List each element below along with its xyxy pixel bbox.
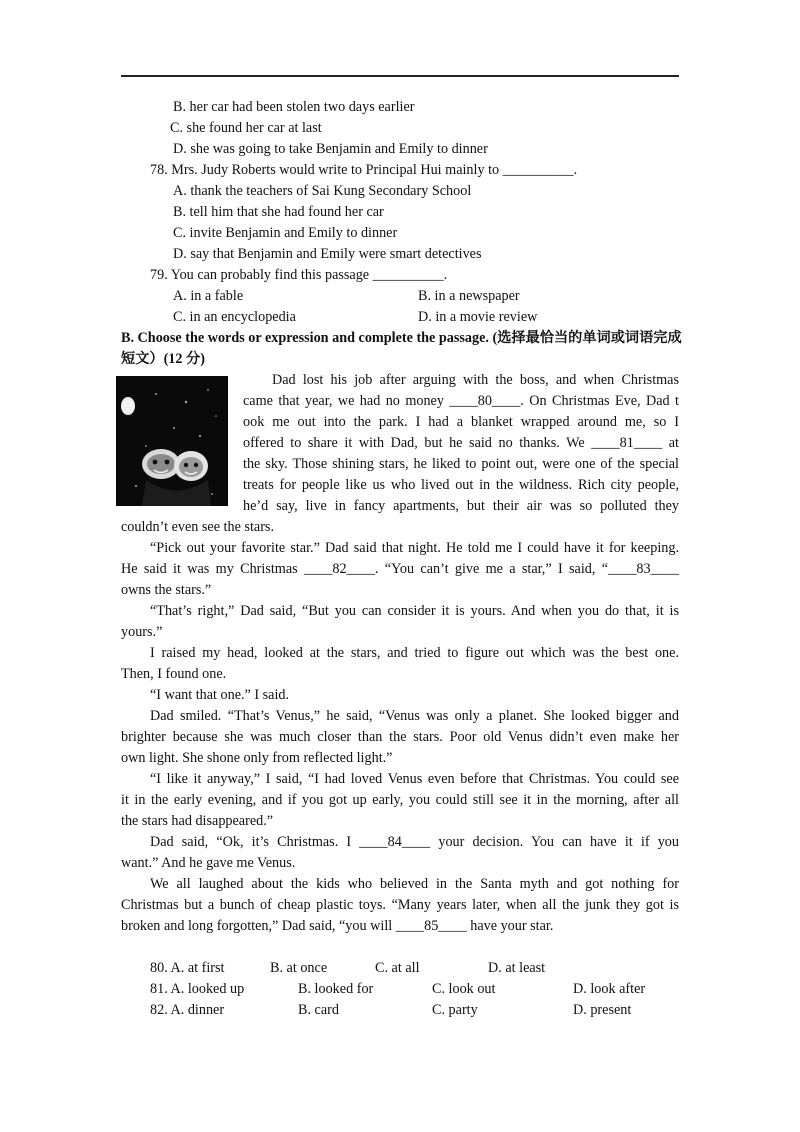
passage-photo — [116, 376, 228, 506]
passage-line-18: brighter because she was much closer than the stars. Poor old Venus didn’t even make her — [121, 729, 679, 745]
passage-line-4: offered to share it with Dad, but he said no thanks. We ____81____ at — [243, 435, 679, 451]
q78-option-c: C. invite Benjamin and Emily to dinner — [173, 225, 398, 241]
q77-option-b: B. her car had been stolen two days earlier — [173, 99, 415, 115]
q79-option-b: B. in a newspaper — [418, 288, 520, 304]
q80-option-d: D. at least — [488, 960, 546, 976]
passage-line-20: “I like it anyway,” I said, “I had loved Venus even before that Christmas. You could see — [150, 771, 679, 787]
passage-line-24: want.” And he gave me Venus. — [121, 855, 296, 871]
passage-line-7: he’d say, live in fancy apartments, but their air was so polluted they — [243, 498, 679, 514]
q80-option-b: B. at once — [270, 960, 328, 976]
passage-line-22: the stars had disappeared.” — [121, 813, 274, 829]
q80-option-a: 80. A. at first — [150, 960, 225, 976]
q82-option-a: 82. A. dinner — [150, 1002, 225, 1018]
passage-line-21: it in the early evening, and if you got up early, you could still see it in the morning, after all — [121, 792, 679, 808]
q79-option-c: C. in an encyclopedia — [173, 309, 296, 325]
q79-option-a: A. in a fable — [173, 288, 244, 304]
passage-line-27: broken and long forgotten,” Dad said, “you will ____85____ have your star. — [121, 918, 554, 934]
q81-option-b: B. looked for — [298, 981, 374, 997]
q81-option-a: 81. A. looked up — [150, 981, 245, 997]
q80-option-c: C. at all — [375, 960, 420, 976]
passage-line-12: “That’s right,” Dad said, “But you can consider it is yours. And when you do that, it is — [150, 603, 679, 619]
q81-option-c: C. look out — [432, 981, 496, 997]
passage-line-11: owns the stars.” — [121, 582, 212, 598]
passage-line-6: treats for people like us who lived out in the wildness. Rich city people, — [243, 477, 679, 493]
passage-line-14: I raised my head, looked at the stars, and tried to figure out which was the best one. — [150, 645, 679, 661]
passage-line-26: Christmas but a bunch of cheap plastic toys. “Many years later, when all the junk they got is — [121, 897, 679, 913]
q82-option-b: B. card — [298, 1002, 339, 1018]
q78-stem: 78. Mrs. Judy Roberts would write to Principal Hui mainly to __________. — [150, 162, 578, 178]
passage-line-5: the sky. Those shining stars, he liked to point out, were one of the special — [243, 456, 679, 472]
passage-line-3: ook me out into the park. I had a blanket wrapped around me, so I — [243, 414, 679, 430]
q79-option-d: D. in a movie review — [418, 309, 538, 325]
passage-line-2: came that year, we had no money ____80____. On Christmas Eve, Dad t — [243, 393, 679, 409]
q77-option-d: D. she was going to take Benjamin and Emily to dinner — [173, 141, 488, 157]
passage-line-23: Dad said, “Ok, it’s Christmas. I ____84____ your decision. You can have it if you — [150, 834, 679, 850]
q81-option-d: D. look after — [573, 981, 646, 997]
passage-line-25: We all laughed about the kids who believed in the Santa myth and got nothing for — [150, 876, 679, 892]
section-b-heading-cont: 短文）(12 分) — [121, 351, 205, 367]
q78-option-a: A. thank the teachers of Sai Kung Secondary School — [173, 183, 472, 199]
q82-option-c: C. party — [432, 1002, 478, 1018]
section-b-heading: B. Choose the words or expression and complete the passage. (选择最恰当的单词或词语完成 — [121, 330, 682, 346]
passage-line-19: own light. She shone only from reflected light.” — [121, 750, 393, 766]
q78-option-d: D. say that Benjamin and Emily were smart detectives — [173, 246, 482, 262]
passage-line-17: Dad smiled. “That’s Venus,” he said, “Venus was only a planet. She looked bigger and — [150, 708, 679, 724]
passage-line-13: yours.” — [121, 624, 163, 640]
passage-line-9: “Pick out your favorite star.” Dad said that night. He told me I could have it for keeping. — [150, 540, 679, 556]
q78-option-b: B. tell him that she had found her car — [173, 204, 384, 220]
header-rule — [121, 75, 679, 77]
q77-option-c: C. she found her car at last — [170, 120, 322, 136]
passage-line-10: He said it was my Christmas ____82____. “You can’t give me a star,” I said, “____83____ — [121, 561, 679, 577]
passage-line-15: Then, I found one. — [121, 666, 227, 682]
q82-option-d: D. present — [573, 1002, 632, 1018]
passage-line-16: “I want that one.” I said. — [150, 687, 290, 703]
passage-line-1: Dad lost his job after arguing with the boss, and when Christmas — [272, 372, 679, 388]
q79-stem: 79. You can probably find this passage __________. — [150, 267, 448, 283]
passage-line-8: couldn’t even see the stars. — [121, 519, 274, 535]
